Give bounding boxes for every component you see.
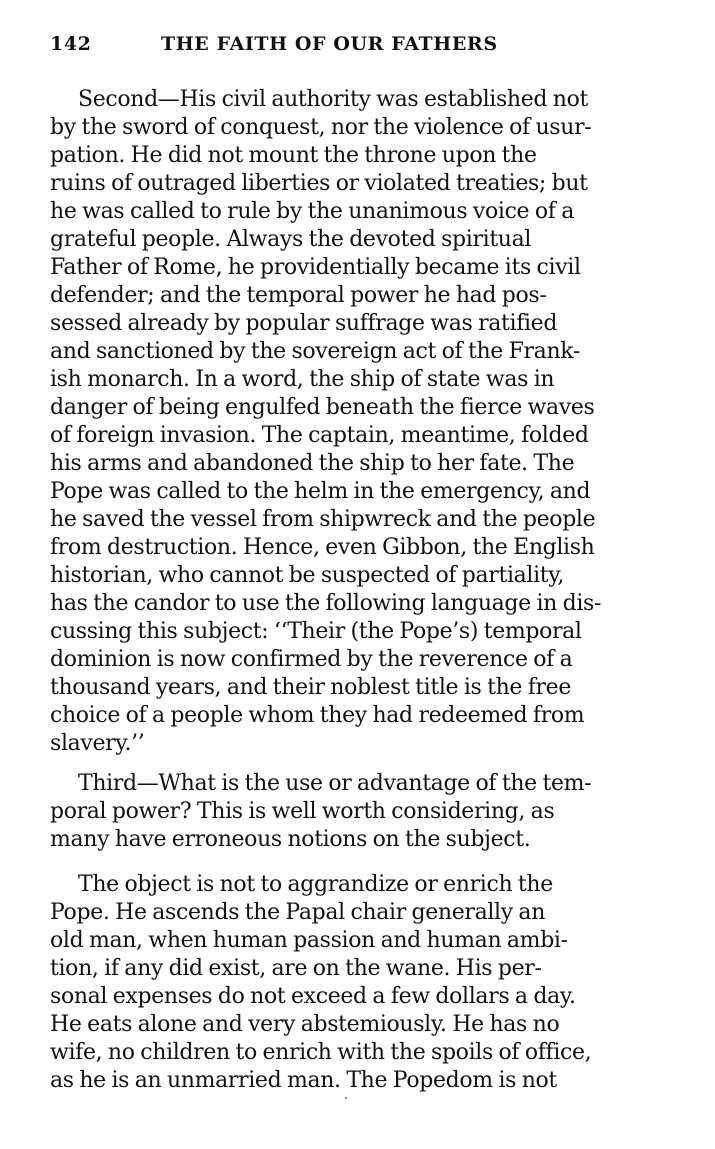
ink-speck: [345, 1097, 347, 1099]
page-number: 142: [50, 33, 92, 55]
text-line: tion, if any did exist, are on the wane. His per-: [50, 956, 542, 981]
paragraph-object: [50, 871, 688, 1095]
text-line: many have erroneous notions on the subject.: [50, 827, 531, 852]
text-line: old man, when human passion and human ambi-: [50, 928, 568, 953]
text-line: dominion is now confirmed by the reverence of a: [50, 647, 573, 672]
text-line: sonal expenses do not exceed a few dollars a day.: [50, 984, 576, 1009]
text-line: thousand years, and their noblest title is the free: [50, 675, 572, 700]
text-line: ish monarch. In a word, the ship of state was in: [50, 367, 555, 392]
text-line: sessed already by popular suffrage was ratified: [50, 311, 558, 336]
text-line: his arms and abandoned the ship to her fate. The: [50, 451, 575, 476]
paragraph-third: [50, 770, 688, 854]
book-title: THE FAITH OF OUR FATHERS: [161, 33, 498, 55]
text-line: of foreign invasion. The captain, meantime, folded: [50, 423, 589, 448]
paragraph-second: [50, 86, 688, 758]
text-line: he saved the vessel from shipwreck and the people: [50, 507, 596, 532]
text-line: Pope. He ascends the Papal chair generally an: [50, 900, 546, 925]
text-line: poral power? This is well worth considering, as: [50, 799, 555, 824]
text-line: from destruction. Hence, even Gibbon, the English: [50, 535, 595, 560]
text-line: danger of being engulfed beneath the fierce waves: [50, 395, 595, 420]
text-line: and sanctioned by the sovereign act of the Frank-: [50, 339, 580, 364]
text-line: he was called to rule by the unanimous voice of a: [50, 199, 574, 224]
text-line: He eats alone and very abstemiously. He has no: [50, 1012, 560, 1037]
text-line: by the sword of conquest, nor the violence of usur-: [50, 115, 592, 140]
text-line: as he is an unmarried man. The Popedom is not: [50, 1068, 557, 1093]
text-line: has the candor to use the following language in dis-: [50, 591, 602, 616]
text-line: Third—What is the use or advantage of the tem-: [78, 771, 592, 796]
text-line: pation. He did not mount the throne upon the: [50, 143, 537, 168]
text-line: Pope was called to the helm in the emergency, and: [50, 479, 591, 504]
text-line: The object is not to aggrandize or enrich the: [78, 872, 553, 897]
text-line: grateful people. Always the devoted spiritual: [50, 227, 532, 252]
text-line: ruins of outraged liberties or violated treaties; but: [50, 171, 588, 196]
text-line: choice of a people whom they had redeemed from: [50, 703, 585, 728]
text-line: Father of Rome, he providentially became its civil: [50, 255, 581, 280]
text-line: slavery.’’: [50, 731, 145, 756]
text-line: wife, no children to enrich with the spoils of office,: [50, 1040, 592, 1065]
text-line: cussing this subject: ‘‘Their (the Pope’s) temporal: [50, 619, 582, 644]
text-line: Second—His civil authority was established not: [78, 87, 588, 112]
running-head: [50, 33, 688, 59]
text-line: defender; and the temporal power he had pos-: [50, 283, 547, 308]
text-line: historian, who cannot be suspected of partiality,: [50, 563, 565, 588]
